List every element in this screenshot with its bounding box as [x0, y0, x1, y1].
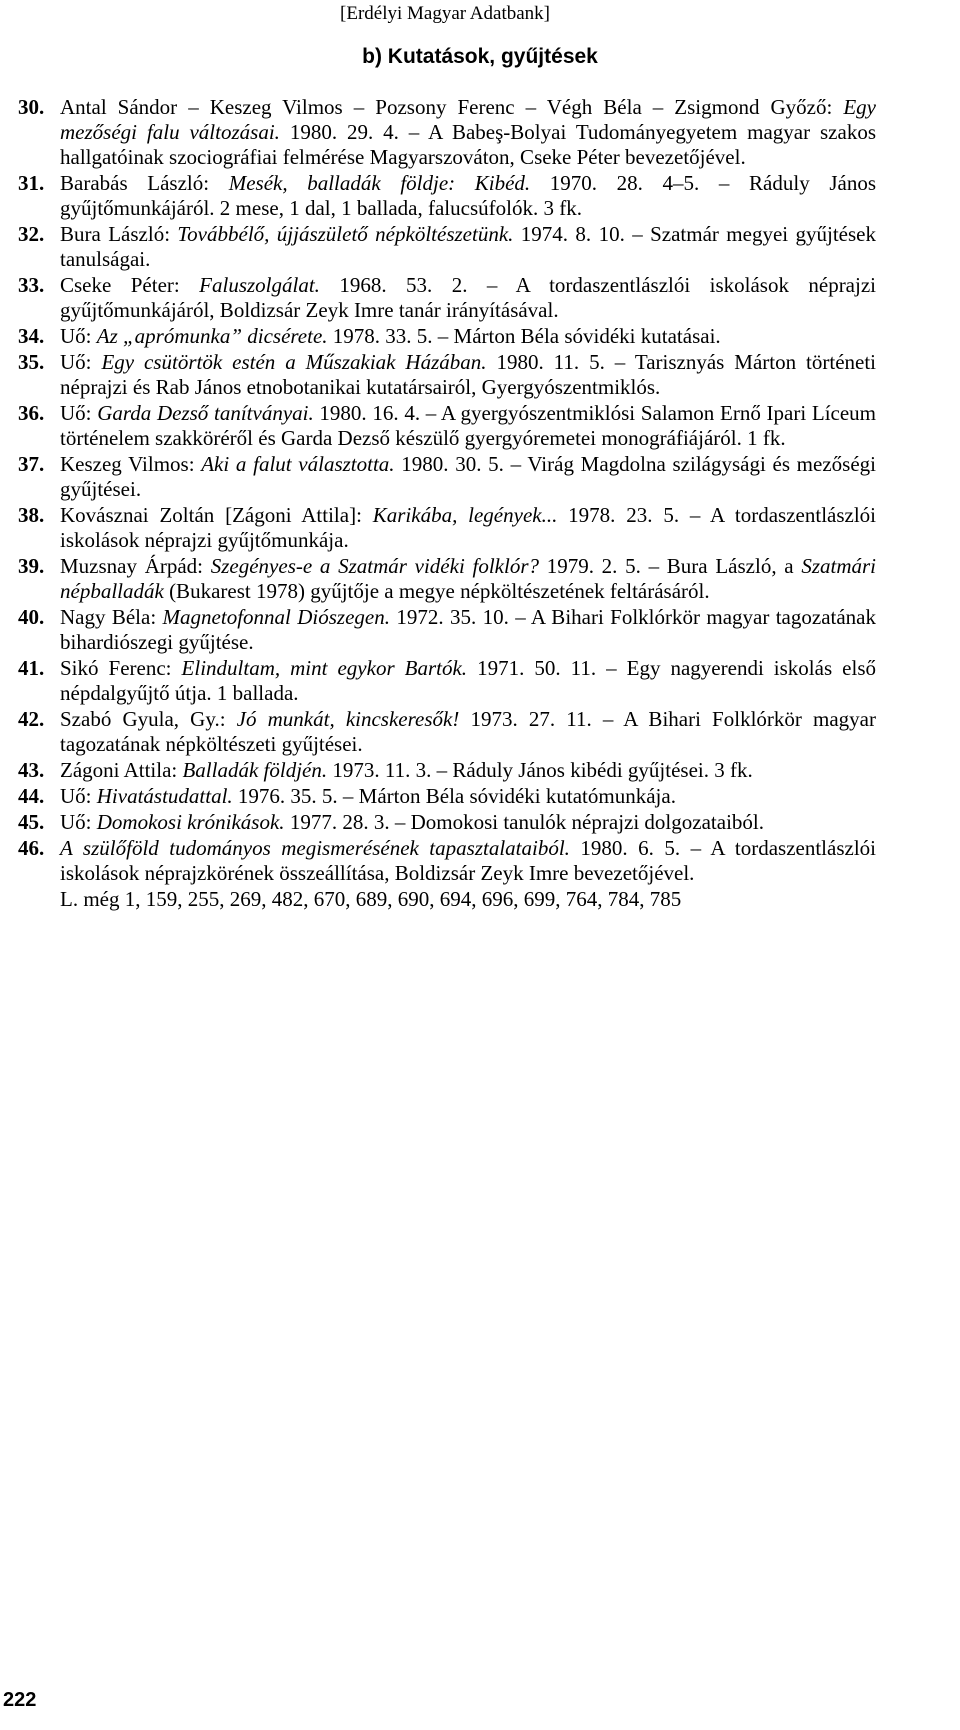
entry-details: 1974. 8. 10. – Szatmár megyei gyűjtések tanulságai.: [60, 222, 876, 271]
entry-title: Az „aprómunka” dicsérete.: [96, 324, 328, 348]
entry-details: 1973. 27. 11. – A Bihari Folklórkör magyar tagozatának népköltészeti gyűjtései.: [60, 707, 876, 756]
entry-title: Mesék, balladák földje: Kibéd.: [228, 171, 531, 195]
entry-authors: Cseke Péter:: [60, 273, 200, 297]
entry-number: 43.: [18, 758, 45, 782]
entry-number: 39.: [18, 554, 45, 578]
entry-details: 1980. 16. 4. – A gyergyószentmiklósi Salamon Ernő Ipari Líceum történelem szakköréről és Garda Dezső készülő gyergyóremetei monográfiájáról. 1 fk.: [60, 401, 876, 450]
entry-authors: Muzsnay Árpád:: [60, 554, 211, 578]
entry-title: A szülőföld tudományos megismerésének tapasztalataiból.: [60, 836, 570, 860]
entry-title: Jó munkát, kincskeresők!: [236, 707, 460, 731]
entry-number: 45.: [18, 810, 45, 834]
section-title: b) Kutatások, gyűjtések: [362, 45, 598, 68]
entry-title: Faluszolgálat.: [199, 273, 320, 297]
entry-details: 1979. 2. 5. – Bura László, a: [539, 554, 802, 578]
running-header: [Erdélyi Magyar Adatbank]: [340, 3, 550, 24]
entry-authors: Zágoni Attila:: [60, 758, 183, 782]
entry-details: 1980. 11. 5. – Tarisznyás Márton történeti néprajzi és Rab János etnobotanikai kutatársairól, Gyergyószentmiklós.: [60, 350, 877, 399]
bibliography-entry-43: [18, 758, 876, 783]
bibliography-list: [18, 95, 876, 912]
entry-number: 42.: [18, 707, 45, 731]
entry-authors: Keszeg Vilmos:: [60, 452, 202, 476]
entry-authors: Sikó Ferenc:: [60, 656, 182, 680]
bibliography-entry-45: [18, 810, 876, 835]
entry-authors: Antal Sándor – Keszeg Vilmos – Pozsony Ferenc – Végh Béla – Zsigmond Győző:: [60, 95, 844, 119]
entry-details: 1976. 35. 5. – Márton Béla sóvidéki kutatómunkája.: [232, 784, 676, 808]
entry-cited-title: Szatmári népballadák: [60, 554, 876, 603]
entry-number: 41.: [18, 656, 45, 680]
entry-authors: Barabás László:: [60, 171, 229, 195]
entry-title: Aki a falut választotta.: [201, 452, 395, 476]
bibliography-entry-36: [18, 401, 876, 451]
entry-number: 34.: [18, 324, 45, 348]
entry-title: Továbbélő, újjászülető népköltészetünk.: [177, 222, 514, 246]
entry-number: 32.: [18, 222, 45, 246]
entry-title: Magnetofonnal Diószegen.: [162, 605, 390, 629]
entry-authors: Uő:: [60, 401, 98, 425]
entry-authors: Szabó Gyula, Gy.:: [60, 707, 237, 731]
entry-number: 33.: [18, 273, 45, 297]
entry-details: 1980. 30. 5. – Virág Magdolna szilágysági és mezőségi gyűjtései.: [60, 452, 876, 501]
bibliography-entry-41: [18, 656, 876, 706]
entry-authors: Bura László:: [60, 222, 178, 246]
entry-title: Karikába, legények...: [372, 503, 558, 527]
entry-details: 1968. 53. 2. – A tordaszentlászlói iskolások néprajzi gyűjtőmunkájáról, Boldizsár Zeyk Imre tanár irányításával.: [60, 273, 876, 322]
entry-details: 1973. 11. 3. – Ráduly János kibédi gyűjtései. 3 fk.: [327, 758, 753, 782]
entry-authors: Uő:: [60, 784, 97, 808]
entry-number: 44.: [18, 784, 45, 808]
bibliography-entry-42: [18, 707, 876, 757]
entry-details: 1972. 35. 10. – A Bihari Folklórkör magyar tagozatának bihardiószegi gyűjtése.: [60, 605, 876, 654]
bibliography-entry-34: [18, 324, 876, 349]
entry-details: 1970. 28. 4–5. – Ráduly János gyűjtőmunkájáról. 2 mese, 1 dal, 1 ballada, falucsúfolók. 3 fk.: [60, 171, 876, 220]
page-number: 222: [3, 1689, 37, 1711]
bibliography-entry-38: [18, 503, 876, 553]
entry-details: 1978. 23. 5. – A tordaszentlászlói iskolások néprajzi gyűjtőmunkája.: [60, 503, 877, 552]
bibliography-entry-35: [18, 350, 876, 400]
entry-number: 30.: [18, 95, 45, 119]
bibliography-entry-44: [18, 784, 876, 809]
entry-title: Domokosi krónikások.: [96, 810, 285, 834]
entry-details: 1980. 6. 5. – A tordaszentlászlói iskolások néprajzkörének összeállítása, Boldizsár Zeyk Imre bevezetőjével.: [60, 836, 877, 885]
entry-details: 1971. 50. 11. – Egy nagyerendi iskolás első népdalgyűjtő útja. 1 ballada.: [60, 656, 876, 705]
entry-title: Hivatástudattal.: [96, 784, 233, 808]
entry-authors: Uő:: [60, 324, 97, 348]
entry-title: Balladák földjén.: [182, 758, 328, 782]
bibliography-entry-31: [18, 171, 876, 221]
bibliography-entry-32: [18, 222, 876, 272]
bibliography-entry-40: [18, 605, 876, 655]
entry-details-continued: (Bukarest 1978) gyűjtője a megye népköltészetének feltárásáról.: [163, 579, 710, 603]
entry-authors: Uő:: [60, 350, 102, 374]
bibliography-entry-37: [18, 452, 876, 502]
entry-number: 40.: [18, 605, 45, 629]
bibliography-entry-30: [18, 95, 876, 170]
entry-title: Egy csütörtök estén a Műszakiak Házában.: [101, 350, 487, 374]
entry-number: 31.: [18, 171, 45, 195]
entry-authors: Uő:: [60, 810, 97, 834]
bibliography-entry-39: [18, 554, 876, 604]
entry-details: 1978. 33. 5. – Márton Béla sóvidéki kutatásai.: [327, 324, 721, 348]
bibliography-entry-46: [18, 836, 876, 886]
entry-title: Elindultam, mint egykor Bartók.: [181, 656, 468, 680]
entry-title: Garda Dezső tanítványai.: [97, 401, 314, 425]
entry-number: 37.: [18, 452, 45, 476]
entry-title: Szegényes-e a Szatmár vidéki folklór?: [210, 554, 539, 578]
entry-details: 1977. 28. 3. – Domokosi tanulók néprajzi dolgozataiból.: [284, 810, 764, 834]
entry-number: 36.: [18, 401, 45, 425]
entry-number: 35.: [18, 350, 45, 374]
bibliography-entry-33: [18, 273, 876, 323]
entry-details: 1980. 29. 4. – A Babeş-Bolyai Tudományegyetem magyar szakos hallgatóinak szociográfiai felmérése Magyarszováton, Cseke Péter bevezetőjével.: [60, 120, 876, 169]
entry-title: Egy mezőségi falu változásai.: [60, 95, 876, 144]
entry-number: 38.: [18, 503, 45, 527]
entry-authors: Kovásznai Zoltán [Zágoni Attila]:: [60, 503, 373, 527]
entry-authors: Nagy Béla:: [60, 605, 163, 629]
see-also-references: L. még 1, 159, 255, 269, 482, 670, 689, 690, 694, 696, 699, 764, 784, 785: [60, 887, 682, 911]
entry-number: 46.: [18, 836, 45, 860]
